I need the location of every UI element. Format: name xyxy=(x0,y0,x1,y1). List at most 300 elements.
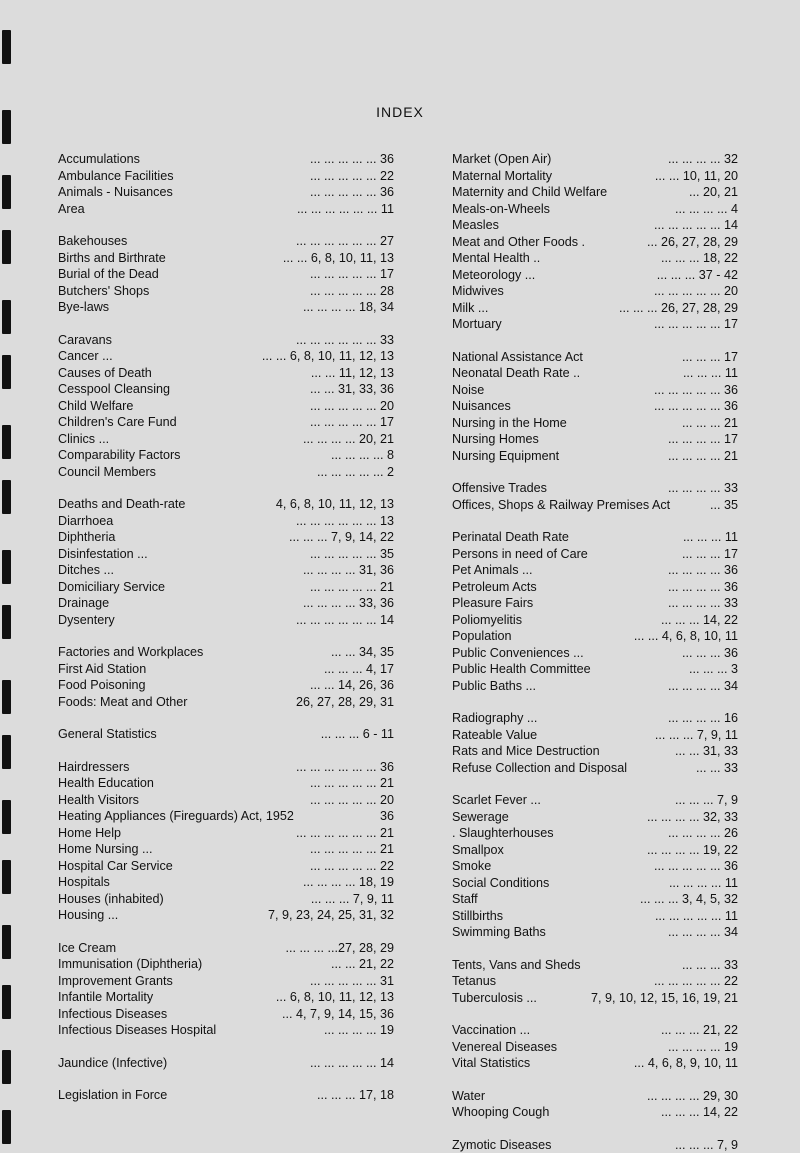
entry-label: Public Health Committee xyxy=(452,661,591,678)
index-entry xyxy=(452,1137,738,1153)
entry-page-refs: ... ... ... 3, 4, 5, 32 xyxy=(638,891,738,908)
entry-page-refs: ... ... ... 11 xyxy=(681,365,738,382)
entry-page-refs: ... ... ... 26, 27, 28, 29 xyxy=(617,300,738,317)
entry-page-refs: ... ... ... ... ... 17 xyxy=(652,316,738,333)
index-entry xyxy=(452,661,738,678)
index-entry xyxy=(58,989,394,1006)
entry-label: Houses (inhabited) xyxy=(58,891,164,908)
index-entry xyxy=(58,233,394,250)
entry-page-refs: ... ... ... ... ... 36 xyxy=(652,858,738,875)
entry-page-refs: 4, 6, 8, 10, 11, 12, 13 xyxy=(274,496,394,513)
entry-page-refs: ... ... ... ... 19, 22 xyxy=(645,842,738,859)
entry-label: Heating Appliances (Fireguards) Act, 1952 xyxy=(58,808,294,825)
index-entry xyxy=(452,612,738,629)
entry-page-refs: ... ... ... ...27, 28, 29 xyxy=(283,940,394,957)
entry-page-refs: 26, 27, 28, 29, 31 xyxy=(294,694,394,711)
entry-page-refs: ... ... ... ... 4 xyxy=(673,201,738,218)
index-entry xyxy=(58,1022,394,1039)
entry-label: National Assistance Act xyxy=(452,349,583,366)
entry-label: Maternal Mortality xyxy=(452,168,552,185)
index-entry xyxy=(452,1055,738,1072)
entry-label: Pet Animals ... xyxy=(452,562,533,579)
entry-label: Perinatal Death Rate xyxy=(452,529,569,546)
index-entry xyxy=(452,990,738,1007)
entry-label: Rats and Mice Destruction xyxy=(452,743,600,760)
entry-label: Tetanus xyxy=(452,973,496,990)
entry-page-refs: ... ... 6, 8, 10, 11, 12, 13 xyxy=(260,348,394,365)
entry-page-refs: ... ... 33 xyxy=(694,760,738,777)
index-entry xyxy=(452,267,738,284)
entry-label: Health Visitors xyxy=(58,792,139,809)
entry-page-refs: ... ... ... ... ... 11 xyxy=(653,908,738,925)
entry-label: Swimming Baths xyxy=(452,924,546,941)
index-entry xyxy=(58,956,394,973)
entry-page-refs: ... ... ... ... ... 14 xyxy=(652,217,738,234)
entry-page-refs: ... ... ... ... 33 xyxy=(666,595,738,612)
index-entry xyxy=(58,398,394,415)
entry-page-refs: ... ... 11, 12, 13 xyxy=(309,365,394,382)
index-entry xyxy=(452,957,738,974)
entry-page-refs: ... ... ... 11 xyxy=(681,529,738,546)
entry-label: Comparability Factors xyxy=(58,447,180,464)
entry-page-refs: ... ... ... ... ... ... 11 xyxy=(295,201,394,218)
entry-page-refs: ... ... ... 7, 9, 11 xyxy=(653,727,738,744)
entry-label: Bakehouses xyxy=(58,233,127,250)
entry-label: General Statistics xyxy=(58,726,157,743)
entry-page-refs: ... ... ... ... ... 36 xyxy=(652,398,738,415)
entry-page-refs: ... ... ... 17 xyxy=(680,349,738,366)
index-entry xyxy=(452,628,738,645)
index-entry xyxy=(452,645,738,662)
entry-label: First Aid Station xyxy=(58,661,146,678)
entry-page-refs: ... ... ... 21, 22 xyxy=(659,1022,738,1039)
index-entry xyxy=(58,151,394,168)
index-entry xyxy=(452,480,738,497)
entry-page-refs: ... ... ... 3 xyxy=(687,661,738,678)
entry-page-refs: ... ... ... ... 26 xyxy=(666,825,738,842)
index-entry xyxy=(452,448,738,465)
entry-label: Causes of Death xyxy=(58,365,152,382)
index-entry xyxy=(58,891,394,908)
entry-label: Births and Birthrate xyxy=(58,250,166,267)
entry-label: Factories and Workplaces xyxy=(58,644,203,661)
entry-page-refs: ... ... 10, 11, 20 xyxy=(653,168,738,185)
index-entry xyxy=(58,496,394,513)
entry-page-refs: ... ... ... ... 31, 36 xyxy=(301,562,394,579)
entry-label: Infantile Mortality xyxy=(58,989,153,1006)
entry-label: Pleasure Fairs xyxy=(452,595,533,612)
index-entry xyxy=(452,858,738,875)
index-entry xyxy=(452,316,738,333)
index-entry xyxy=(452,184,738,201)
entry-label: Butchers' Shops xyxy=(58,283,149,300)
index-entry xyxy=(58,595,394,612)
entry-page-refs: ... ... ... ... ... ... 13 xyxy=(294,513,394,530)
entry-label: Mortuary xyxy=(452,316,502,333)
entry-label: Home Help xyxy=(58,825,121,842)
entry-page-refs: ... ... ... 7, 9, 14, 22 xyxy=(287,529,394,546)
entry-page-refs: ... ... 31, 33 xyxy=(673,743,738,760)
entry-label: Petroleum Acts xyxy=(452,579,537,596)
index-entry xyxy=(58,579,394,596)
entry-label: Infectious Diseases Hospital xyxy=(58,1022,216,1039)
entry-page-refs: ... ... ... ... ... ... 36 xyxy=(294,759,394,776)
entry-label: Accumulations xyxy=(58,151,140,168)
index-entry xyxy=(58,940,394,957)
entry-label: Tuberculosis ... xyxy=(452,990,537,1007)
entry-page-refs: ... ... 21, 22 xyxy=(329,956,394,973)
entry-page-refs: ... ... 4, 6, 8, 10, 11 xyxy=(632,628,738,645)
entry-label: Children's Care Fund xyxy=(58,414,177,431)
index-entry xyxy=(58,332,394,349)
entry-label: Hospital Car Service xyxy=(58,858,173,875)
index-entry xyxy=(452,365,738,382)
entry-page-refs: 36 xyxy=(378,808,394,825)
index-entry xyxy=(452,710,738,727)
index-entry xyxy=(452,743,738,760)
entry-label: Council Members xyxy=(58,464,156,481)
entry-page-refs: ... ... ... ... ... ... 27 xyxy=(294,233,394,250)
index-entry xyxy=(452,546,738,563)
index-entry xyxy=(58,464,394,481)
index-entry xyxy=(58,201,394,218)
entry-label: Disinfestation ... xyxy=(58,546,148,563)
entry-page-refs: ... ... ... ... ... 22 xyxy=(652,973,738,990)
index-entry xyxy=(452,201,738,218)
entry-page-refs: ... 26, 27, 28, 29 xyxy=(645,234,738,251)
entry-label: Domiciliary Service xyxy=(58,579,165,596)
index-entry xyxy=(452,415,738,432)
entry-label: Cancer ... xyxy=(58,348,113,365)
index-entry xyxy=(452,973,738,990)
entry-label: Clinics ... xyxy=(58,431,109,448)
index-entry xyxy=(58,250,394,267)
entry-page-refs: ... ... ... ... 18, 19 xyxy=(301,874,394,891)
index-entry xyxy=(452,562,738,579)
index-entry xyxy=(58,546,394,563)
index-entry xyxy=(58,841,394,858)
index-entry xyxy=(452,595,738,612)
entry-label: Housing ... xyxy=(58,907,118,924)
index-entry xyxy=(452,349,738,366)
entry-label: Dysentery xyxy=(58,612,115,629)
index-entry xyxy=(58,562,394,579)
entry-label: . Slaughterhouses xyxy=(452,825,554,842)
index-entry xyxy=(452,1039,738,1056)
entry-page-refs: ... ... ... ... ... 20 xyxy=(308,398,394,415)
entry-page-refs: ... ... ... 36 xyxy=(680,645,738,662)
entry-page-refs: ... ... ... ... ... 21 xyxy=(308,841,394,858)
entry-page-refs: ... ... ... 7, 9 xyxy=(673,792,738,809)
entry-page-refs: ... ... ... ... ... 22 xyxy=(308,858,394,875)
index-entry xyxy=(58,644,394,661)
index-entry xyxy=(452,217,738,234)
entry-page-refs: ... ... ... ... 19 xyxy=(666,1039,738,1056)
entry-page-refs: ... ... ... ... ... ... 33 xyxy=(294,332,394,349)
index-entry xyxy=(452,529,738,546)
page-title: INDEX xyxy=(0,104,800,120)
entry-label: Public Conveniences ... xyxy=(452,645,584,662)
index-entry xyxy=(58,431,394,448)
entry-page-refs: ... ... ... ... 34 xyxy=(666,678,738,695)
entry-page-refs: ... ... ... 14, 22 xyxy=(659,612,738,629)
index-entry xyxy=(452,924,738,941)
entry-page-refs: ... ... ... 4, 17 xyxy=(322,661,394,678)
entry-label: Improvement Grants xyxy=(58,973,173,990)
index-entry xyxy=(452,792,738,809)
entry-page-refs: ... ... ... ... ... 35 xyxy=(308,546,394,563)
entry-page-refs: ... ... ... ... 33, 36 xyxy=(301,595,394,612)
entry-label: Hairdressers xyxy=(58,759,129,776)
index-entry xyxy=(452,809,738,826)
entry-label: Poliomyelitis xyxy=(452,612,522,629)
index-entry xyxy=(58,266,394,283)
entry-page-refs: ... ... ... ... ... 22 xyxy=(308,168,394,185)
entry-label: Cesspool Cleansing xyxy=(58,381,170,398)
entry-label: Bye-laws xyxy=(58,299,109,316)
entry-label: Deaths and Death-rate xyxy=(58,496,185,513)
entry-label: Ice Cream xyxy=(58,940,116,957)
entry-label: Smoke xyxy=(452,858,491,875)
index-entry xyxy=(452,727,738,744)
entry-label: Mental Health .. xyxy=(452,250,540,267)
entry-page-refs: ... ... 34, 35 xyxy=(329,644,394,661)
entry-label: Child Welfare xyxy=(58,398,133,415)
entry-label: Social Conditions xyxy=(452,875,549,892)
entry-page-refs: ... ... 6, 8, 10, 11, 13 xyxy=(281,250,394,267)
entry-label: Midwives xyxy=(452,283,504,300)
entry-page-refs: ... ... ... ... ... 17 xyxy=(308,414,394,431)
entry-label: Meteorology ... xyxy=(452,267,535,284)
entry-label: Diarrhoea xyxy=(58,513,113,530)
entry-page-refs: ... ... ... ... ... 21 xyxy=(308,579,394,596)
index-entry xyxy=(58,775,394,792)
index-entry xyxy=(58,726,394,743)
entry-label: Stillbirths xyxy=(452,908,503,925)
index-entry xyxy=(58,759,394,776)
entry-page-refs: ... ... ... 37 - 42 xyxy=(655,267,738,284)
entry-page-refs: ... ... ... ... ... ... 21 xyxy=(294,825,394,842)
entry-page-refs: ... ... ... ... 34 xyxy=(666,924,738,941)
entry-page-refs: ... ... ... 21 xyxy=(680,415,738,432)
index-entry xyxy=(58,1087,394,1104)
entry-label: Neonatal Death Rate .. xyxy=(452,365,580,382)
entry-label: Nursing Homes xyxy=(452,431,539,448)
entry-page-refs: 7, 9, 10, 12, 15, 16, 19, 21 xyxy=(589,990,738,1007)
index-entry xyxy=(58,283,394,300)
entry-label: Milk ... xyxy=(452,300,488,317)
index-entry xyxy=(58,858,394,875)
index-entry xyxy=(58,184,394,201)
entry-page-refs: ... ... ... ... 16 xyxy=(666,710,738,727)
entry-page-refs: ... ... ... 17 xyxy=(680,546,738,563)
entry-label: Vital Statistics xyxy=(452,1055,530,1072)
entry-label: Foods: Meat and Other xyxy=(58,694,188,711)
index-entry xyxy=(58,529,394,546)
index-entry xyxy=(58,168,394,185)
entry-label: Zymotic Diseases xyxy=(452,1137,551,1153)
entry-page-refs: ... ... ... 7, 9, 11 xyxy=(309,891,394,908)
entry-label: Food Poisoning xyxy=(58,677,146,694)
entry-page-refs: ... ... ... 33 xyxy=(680,957,738,974)
index-entry xyxy=(58,677,394,694)
entry-label: Ambulance Facilities xyxy=(58,168,174,185)
index-entry xyxy=(452,497,738,514)
entry-page-refs: ... ... ... ... 32 xyxy=(666,151,738,168)
index-entry xyxy=(58,874,394,891)
entry-label: Whooping Cough xyxy=(452,1104,549,1121)
index-entry xyxy=(452,579,738,596)
entry-label: Tents, Vans and Sheds xyxy=(452,957,581,974)
entry-page-refs: ... ... ... ... ... 20 xyxy=(308,792,394,809)
entry-page-refs: ... ... ... ... 8 xyxy=(329,447,394,464)
entry-page-refs: ... ... ... ... ... 28 xyxy=(308,283,394,300)
entry-label: Population xyxy=(452,628,512,645)
index-entry xyxy=(452,825,738,842)
entry-label: Meals-on-Wheels xyxy=(452,201,550,218)
entry-page-refs: ... ... 31, 33, 36 xyxy=(308,381,394,398)
entry-label: Drainage xyxy=(58,595,109,612)
entry-page-refs: ... ... ... ... ... 17 xyxy=(308,266,394,283)
entry-page-refs: ... ... ... ... ... ... 14 xyxy=(294,612,394,629)
index-entry xyxy=(452,234,738,251)
index-entry xyxy=(452,168,738,185)
entry-label: Refuse Collection and Disposal xyxy=(452,760,627,777)
entry-label: Nuisances xyxy=(452,398,511,415)
entry-label: Public Baths ... xyxy=(452,678,536,695)
entry-page-refs: ... ... ... ... 18, 34 xyxy=(301,299,394,316)
binding-holes xyxy=(0,0,18,1144)
entry-label: Offices, Shops & Railway Premises Act xyxy=(452,497,670,514)
entry-page-refs: ... 4, 7, 9, 14, 15, 36 xyxy=(280,1006,394,1023)
index-entry xyxy=(452,300,738,317)
index-entry xyxy=(58,299,394,316)
entry-label: Radiography ... xyxy=(452,710,537,727)
entry-label: Diphtheria xyxy=(58,529,115,546)
index-entry xyxy=(452,678,738,695)
entry-page-refs: ... ... ... ... 33 xyxy=(666,480,738,497)
entry-page-refs: ... ... ... ... ... 36 xyxy=(308,151,394,168)
index-entry xyxy=(452,250,738,267)
index-column-right xyxy=(452,151,738,1153)
index-entry xyxy=(452,382,738,399)
index-entry xyxy=(58,825,394,842)
entry-label: Legislation in Force xyxy=(58,1087,167,1104)
entry-page-refs: ... ... 14, 26, 36 xyxy=(308,677,394,694)
index-column-left xyxy=(58,151,394,1104)
entry-label: Nursing Equipment xyxy=(452,448,559,465)
entry-page-refs: ... ... ... 7, 9 xyxy=(673,1137,738,1153)
entry-page-refs: ... ... ... ... ... 36 xyxy=(308,184,394,201)
index-entry xyxy=(58,414,394,431)
entry-label: Jaundice (Infective) xyxy=(58,1055,167,1072)
index-entry xyxy=(58,381,394,398)
entry-page-refs: ... ... ... ... 36 xyxy=(666,579,738,596)
entry-page-refs: ... ... ... ... ... 2 xyxy=(315,464,394,481)
index-entry xyxy=(58,907,394,924)
entry-page-refs: ... ... ... ... 20, 21 xyxy=(301,431,394,448)
index-entry xyxy=(452,1104,738,1121)
entry-page-refs: ... ... ... 17, 18 xyxy=(315,1087,394,1104)
entry-label: Meat and Other Foods . xyxy=(452,234,585,251)
entry-page-refs: ... ... ... ... ... 31 xyxy=(308,973,394,990)
entry-label: Market (Open Air) xyxy=(452,151,551,168)
entry-page-refs: 7, 9, 23, 24, 25, 31, 32 xyxy=(266,907,394,924)
entry-label: Venereal Diseases xyxy=(452,1039,557,1056)
entry-page-refs: ... ... ... 14, 22 xyxy=(659,1104,738,1121)
entry-page-refs: ... ... ... ... 11 xyxy=(667,875,738,892)
entry-label: Staff xyxy=(452,891,478,908)
entry-page-refs: ... ... ... ... ... 20 xyxy=(652,283,738,300)
index-entry xyxy=(58,365,394,382)
entry-page-refs: ... ... ... ... ... 14 xyxy=(308,1055,394,1072)
entry-label: Caravans xyxy=(58,332,112,349)
entry-page-refs: ... ... ... ... ... 36 xyxy=(652,382,738,399)
index-entry xyxy=(58,447,394,464)
index-entry xyxy=(452,1022,738,1039)
entry-label: Animals - Nuisances xyxy=(58,184,173,201)
entry-page-refs: ... 6, 8, 10, 11, 12, 13 xyxy=(274,989,394,1006)
entry-label: Scarlet Fever ... xyxy=(452,792,541,809)
entry-page-refs: ... 20, 21 xyxy=(687,184,738,201)
entry-page-refs: ... ... ... ... 17 xyxy=(666,431,738,448)
entry-label: Measles xyxy=(452,217,499,234)
entry-label: Vaccination ... xyxy=(452,1022,530,1039)
index-entry xyxy=(452,842,738,859)
index-entry xyxy=(58,1006,394,1023)
index-entry xyxy=(452,875,738,892)
index-entry xyxy=(452,283,738,300)
entry-page-refs: ... ... ... 6 - 11 xyxy=(319,726,394,743)
entry-page-refs: ... ... ... ... 36 xyxy=(666,562,738,579)
entry-page-refs: ... ... ... ... 21 xyxy=(666,448,738,465)
entry-label: Nursing in the Home xyxy=(452,415,567,432)
entry-label: Infectious Diseases xyxy=(58,1006,167,1023)
entry-label: Persons in need of Care xyxy=(452,546,588,563)
index-entry xyxy=(58,612,394,629)
entry-page-refs: ... 35 xyxy=(708,497,738,514)
entry-label: Health Education xyxy=(58,775,154,792)
index-entry xyxy=(58,348,394,365)
entry-label: Offensive Trades xyxy=(452,480,547,497)
entry-label: Rateable Value xyxy=(452,727,537,744)
entry-label: Hospitals xyxy=(58,874,110,891)
index-entry xyxy=(58,694,394,711)
index-entry xyxy=(58,661,394,678)
entry-label: Ditches ... xyxy=(58,562,114,579)
entry-label: Immunisation (Diphtheria) xyxy=(58,956,202,973)
index-entry xyxy=(58,1055,394,1072)
index-entry xyxy=(452,151,738,168)
entry-label: Smallpox xyxy=(452,842,504,859)
index-entry xyxy=(452,431,738,448)
index-entry xyxy=(58,808,394,825)
entry-page-refs: ... ... ... 18, 22 xyxy=(659,250,738,267)
entry-label: Home Nursing ... xyxy=(58,841,152,858)
index-entry xyxy=(452,760,738,777)
entry-page-refs: ... ... ... ... 32, 33 xyxy=(645,809,738,826)
entry-label: Maternity and Child Welfare xyxy=(452,184,607,201)
index-entry xyxy=(452,908,738,925)
entry-page-refs: ... 4, 6, 8, 9, 10, 11 xyxy=(632,1055,738,1072)
index-entry xyxy=(58,513,394,530)
entry-label: Water xyxy=(452,1088,485,1105)
index-entry xyxy=(58,792,394,809)
entry-label: Burial of the Dead xyxy=(58,266,159,283)
index-entry xyxy=(452,891,738,908)
entry-label: Sewerage xyxy=(452,809,509,826)
entry-page-refs: ... ... ... ... 19 xyxy=(322,1022,394,1039)
